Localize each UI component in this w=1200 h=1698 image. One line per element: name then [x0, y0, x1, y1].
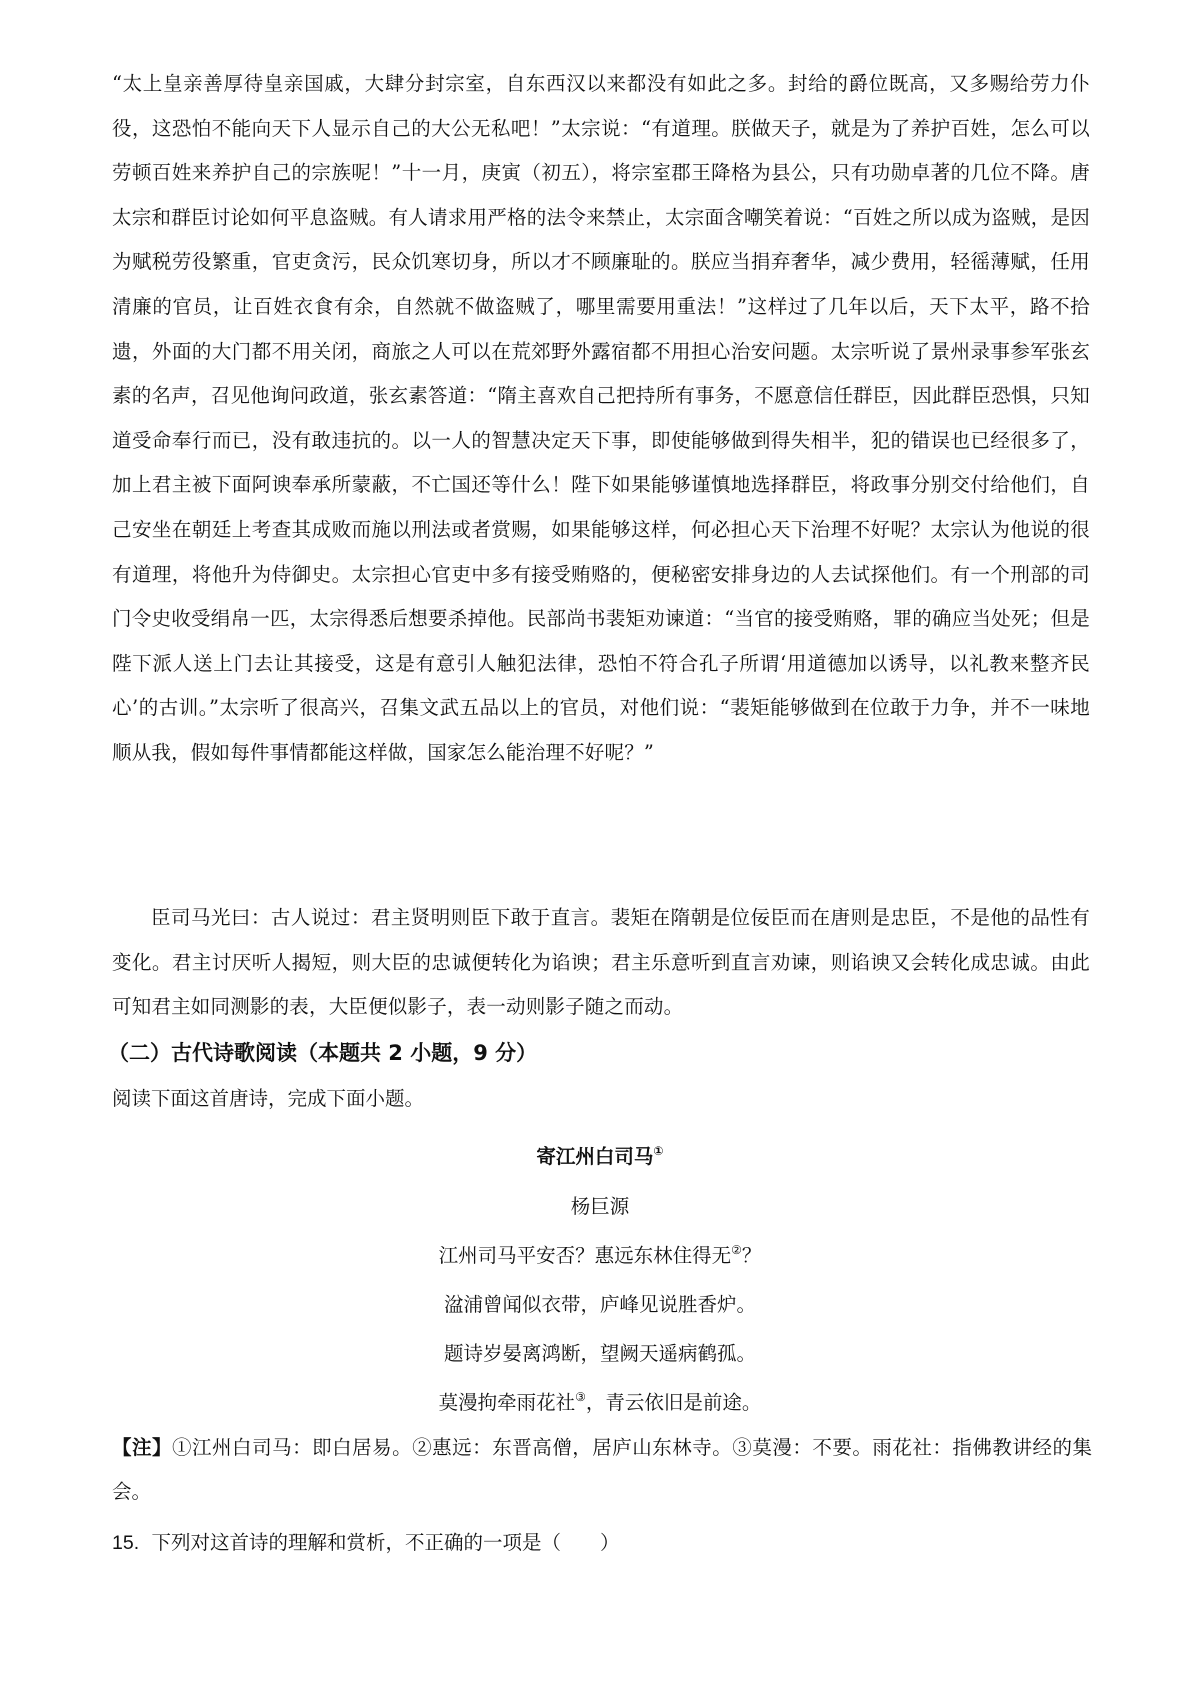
poem-line-1-end: ？	[741, 1244, 762, 1267]
poem-author: 杨巨源	[570, 1195, 630, 1218]
poem-title-note-mark: ①	[653, 1143, 664, 1158]
question-15	[112, 1528, 620, 1558]
poem-line-2: 湓浦曾闻似衣带，庐峰见说胜香炉。	[443, 1293, 756, 1316]
poem-title-text: 寄江州白司马	[536, 1145, 654, 1168]
notes-text: ①江州白司马：即白居易。②惠远：东晋高僧，居庐山东林寺。③莫漫：不要。雨花社：指佛教讲经的集会。	[112, 1436, 1092, 1503]
question-text: 下列对这首诗的理解和赏析，不正确的一项是（ ）	[151, 1531, 620, 1554]
passage-paragraph-1: “太上皇亲善厚待皇亲国戚，大肆分封宗室，自东西汉以来都没有如此之多。封给的爵位既高，又多赐给劳力仆役，这恐怕不能向天下人显示自己的大公无私吧！”太宗说：“有道理。朕做天子，就是为了养护百姓，怎么可以劳顿百姓来养护自己的宗族呢！”十一月，庚寅（初五），将宗室郡王降格为县公，只有功勋卓著的几位不降。唐太宗和群臣讨论如何平息盗贼。有人请求用严格的法令来禁止，太宗面含嘲笑着说：“百姓之所以成为盗贼，是因为赋税劳役繁重，官吏贪污，民众饥寒切身，所以才不顾廉耻的。朕应当捐弃奢华，减少费用，轻徭薄赋，任用清廉的官员，让百姓衣食有余，自然就不做盗贼了，哪里需要用重法！”这样过了几年以后，天下太平，路不拾遗，外面的大门都不用关闭，商旅之人可以在荒郊野外露宿都不用担心治安问题。太宗听说了景州录事参军张玄素的名声，召见他询问政道，张玄素答道：“隋主喜欢自己把持所有事务，不愿意信任群臣，因此群臣恐惧，只知道受命奉行而已，没有敢违抗的。以一人的智慧决定天下事，即使能够做到得失相半，犯的错误也已经很多了，加上君主被下面阿谀奉承所蒙蔽，不亡国还等什么！陛下如果能够谨慎地选择群臣，将政事分别交付给他们，自己安坐在朝廷上考查其成败而施以刑法或者赏赐，如果能够这样，何必担心天下治理不好呢？太宗认为他说的很有道理，将他升为侍御史。太宗担心官吏中多有接受贿赂的，便秘密安排身边的人去试探他们。有一个刑部的司门令史收受绢帛一匹，太宗得悉后想要杀掉他。民部尚书裴矩劝谏道：“当官的接受贿赂，罪的确应当处死；但是陛下派人送上门去让其接受，这是有意引人触犯法律，恐怕不符合孔子所谓‘用道德加以诱导，以礼教来整齐民心’的古训。”太宗听了很高兴，召集文武五品以上的官员，对他们说：“裴矩能够做到在位敢于力争，并不一味地顺从我，假如每件事情都能这样做，国家怎么能治理不好呢？”	[112, 72, 1090, 764]
poem-line-4-text: 莫漫拘牵雨花社	[438, 1391, 576, 1414]
poem-line-1-text: 江州司马平安否？惠远东林住得无	[438, 1244, 732, 1267]
poem-line-3: 题诗岁晏离鸿断，望阙天遥病鹤孤。	[443, 1342, 756, 1365]
poem-notes	[112, 1426, 1092, 1514]
notes-label: 【注】	[112, 1436, 173, 1459]
poem-line-1-note-mark: ②	[731, 1242, 742, 1257]
poem-line-4-note-mark: ③	[575, 1389, 586, 1404]
section-instruction: 阅读下面这首唐诗，完成下面小题。	[112, 1087, 425, 1110]
poem-line-4-end: ，青云依旧是前途。	[585, 1391, 762, 1414]
question-number: 15.	[112, 1532, 140, 1554]
poem-title	[0, 1142, 1200, 1172]
passage-paragraph-2: 臣司马光曰：古人说过：君主贤明则臣下敢于直言。裴矩在隋朝是位佞臣而在唐则是忠臣，不是他的品性有变化。君主讨厌听人揭短，则大臣的忠诚便转化为谄谀；君主乐意听到直言劝谏，则谄谀又会转化成忠诚。由此可知君主如同测影的表，大臣便似影子，表一动则影子随之而动。	[112, 906, 1090, 1019]
poem-line-4	[0, 1388, 1200, 1418]
section-heading: （二）古代诗歌阅读（本题共 2 小题，9 分）	[108, 1041, 538, 1065]
poem-line-1	[0, 1241, 1200, 1271]
